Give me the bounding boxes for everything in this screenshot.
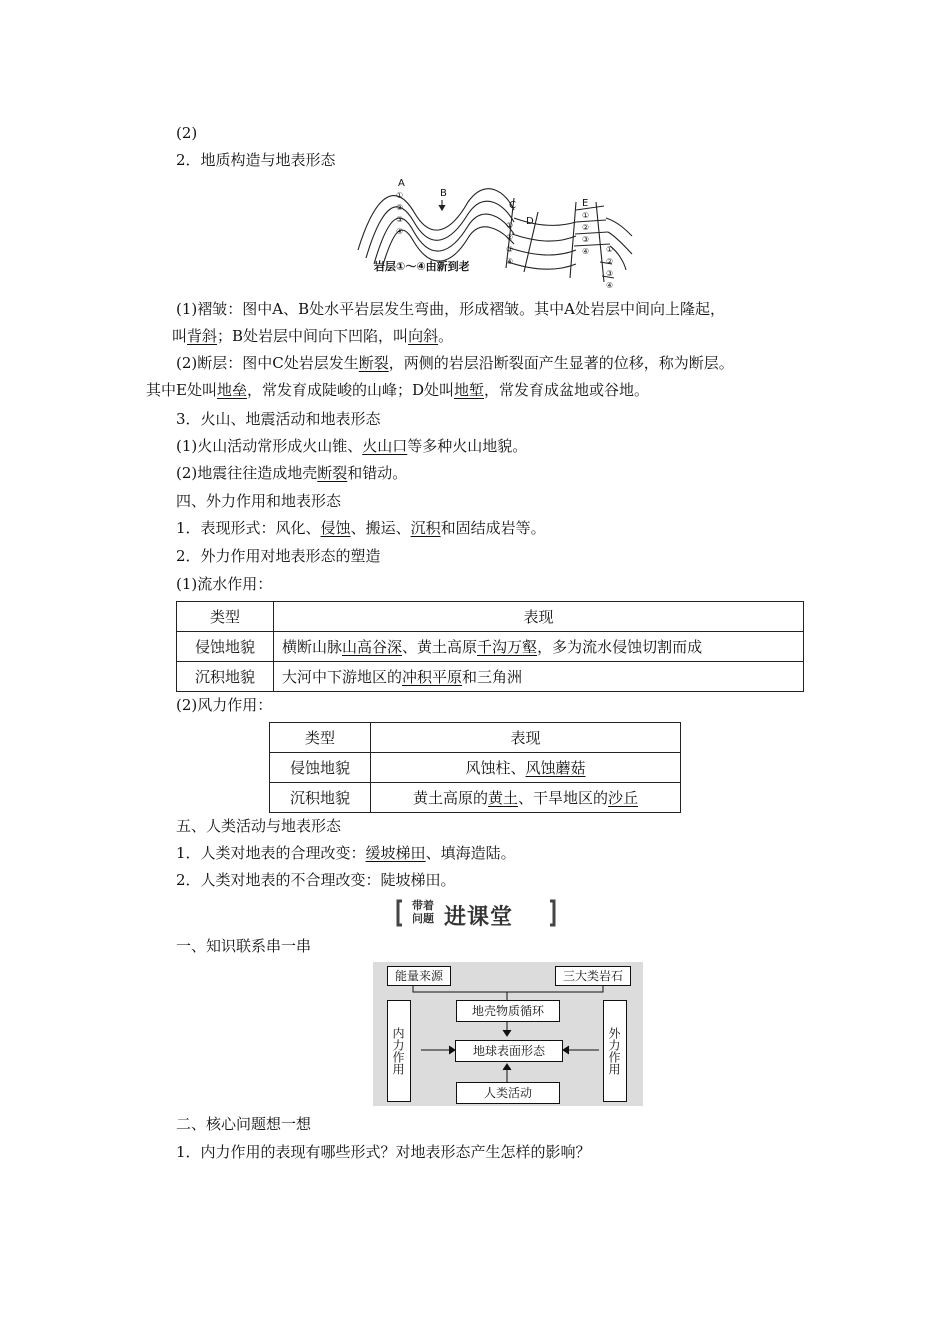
label-c: C	[509, 200, 516, 211]
section-title-volcano: 3．火山、地震活动和地表形态	[176, 410, 381, 428]
answer-crater: 火山口	[362, 437, 408, 455]
svg-text:②: ②	[506, 233, 514, 242]
svg-text:①: ①	[506, 221, 514, 230]
table-header: 表现	[371, 723, 681, 753]
box-human: 人类活动	[456, 1082, 560, 1104]
answer-syncline: 向斜	[408, 327, 439, 345]
svg-text:④: ④	[606, 281, 614, 290]
table-header: 类型	[177, 602, 274, 632]
paragraph-faults: (2)断层：图中C处岩层发生断裂，两侧的岩层沿断裂面产生显著的位移，称为断层。 其中E处叫地垒，常发育成陡峻的山峰；D处叫地堑，常发育成盆地或谷地。	[146, 354, 734, 399]
paragraph-forms: 1．表现形式：风化、侵蚀、搬运、沉积和固结成岩等。	[176, 519, 546, 537]
svg-text:③: ③	[606, 269, 614, 278]
answer-deposition: 沉积	[410, 519, 441, 537]
svg-text:③: ③	[506, 245, 514, 254]
svg-text:④: ④	[506, 257, 514, 266]
table-row: 侵蚀地貌 风蚀柱、风蚀蘑菇	[270, 753, 681, 783]
paragraph-reasonable: 1．人类对地表的合理改变：缓坡梯田、填海造陆。	[176, 844, 516, 862]
svg-text:④: ④	[396, 227, 404, 236]
paragraph-earthquake: (2)地震往往造成地壳断裂和错动。	[176, 464, 408, 482]
section-banner: 带着 问题 进课堂	[396, 898, 556, 928]
table-row: 侵蚀地貌 横断山脉山高谷深、黄土高原千沟万壑，多为流水侵蚀切割而成	[177, 632, 804, 662]
section-title-external: 四、外力作用和地表形态	[176, 492, 342, 510]
answer-fracture-2: 断裂	[317, 464, 348, 482]
wind-title: (2)风力作用：	[176, 696, 273, 714]
answer-erosion: 侵蚀	[320, 519, 351, 537]
figure-caption: 岩层①～④由新到老	[374, 260, 470, 273]
knowledge-diagram	[373, 962, 643, 1106]
svg-text:②: ②	[396, 203, 404, 212]
box-energy: 能量来源	[387, 966, 451, 986]
paragraph-volcano: (1)火山活动常形成火山锥、火山口等多种火山地貌。	[176, 437, 528, 455]
box-internal: 内力作用	[387, 1000, 411, 1102]
answer-anticline: 背斜	[187, 327, 218, 345]
svg-text:②: ②	[606, 257, 614, 266]
svg-text:④: ④	[582, 247, 590, 256]
water-table	[176, 601, 804, 692]
answer-horst: 地垒	[216, 381, 247, 399]
section-title-geologic-structure: 2．地质构造与地表形态	[176, 151, 336, 169]
svg-text:②: ②	[582, 223, 590, 232]
label-e: E	[582, 198, 589, 209]
wind-table	[269, 722, 681, 813]
paragraph-unreasonable: 2．人类对地表的不合理改变：陡坡梯田。	[176, 871, 456, 889]
table-header: 类型	[270, 723, 371, 753]
section-fragment: (2)	[176, 124, 198, 142]
box-surface: 地球表面形态	[455, 1040, 563, 1062]
svg-text:①: ①	[606, 245, 614, 254]
fold-fault-diagram	[356, 172, 634, 292]
svg-text:③: ③	[582, 235, 590, 244]
paragraph-folds: (1)褶皱：图中A、B处水平岩层发生弯曲，形成褶皱。其中A处岩层中间向上隆起， 叫背斜；B处岩层中间向下凹陷，叫向斜。	[172, 300, 725, 345]
question-1: 1．内力作用的表现有哪些形式？对地表形态产生怎样的影响？	[176, 1143, 591, 1161]
svg-text:①: ①	[582, 211, 590, 220]
water-title: (1)流水作用：	[176, 575, 273, 593]
table-row: 沉积地貌 黄土高原的黄土、干旱地区的沙丘	[270, 783, 681, 813]
section-subtitle-shaping: 2．外力作用对地表形态的塑造	[176, 547, 381, 565]
section-title-human: 五、人类活动与地表形态	[176, 817, 342, 835]
box-rocks: 三大类岩石	[555, 966, 631, 986]
svg-text:①: ①	[396, 191, 404, 200]
svg-text:③: ③	[396, 215, 404, 224]
label-d: D	[526, 216, 534, 227]
box-crust-cycle: 地壳物质循环	[456, 1000, 560, 1022]
label-a: A	[398, 178, 405, 189]
answer-terrace: 缓坡梯田	[365, 844, 426, 862]
box-external: 外力作用	[603, 1000, 627, 1102]
table-row: 沉积地貌 大河中下游地区的冲积平原和三角洲	[177, 662, 804, 692]
section-title-core: 二、核心问题想一想	[176, 1115, 312, 1133]
table-header: 表现	[274, 602, 804, 632]
label-b: B	[440, 188, 447, 199]
answer-fracture: 断裂	[358, 354, 389, 372]
section-title-knowledge: 一、知识联系串一串	[176, 937, 312, 955]
answer-graben: 地堑	[454, 381, 485, 399]
